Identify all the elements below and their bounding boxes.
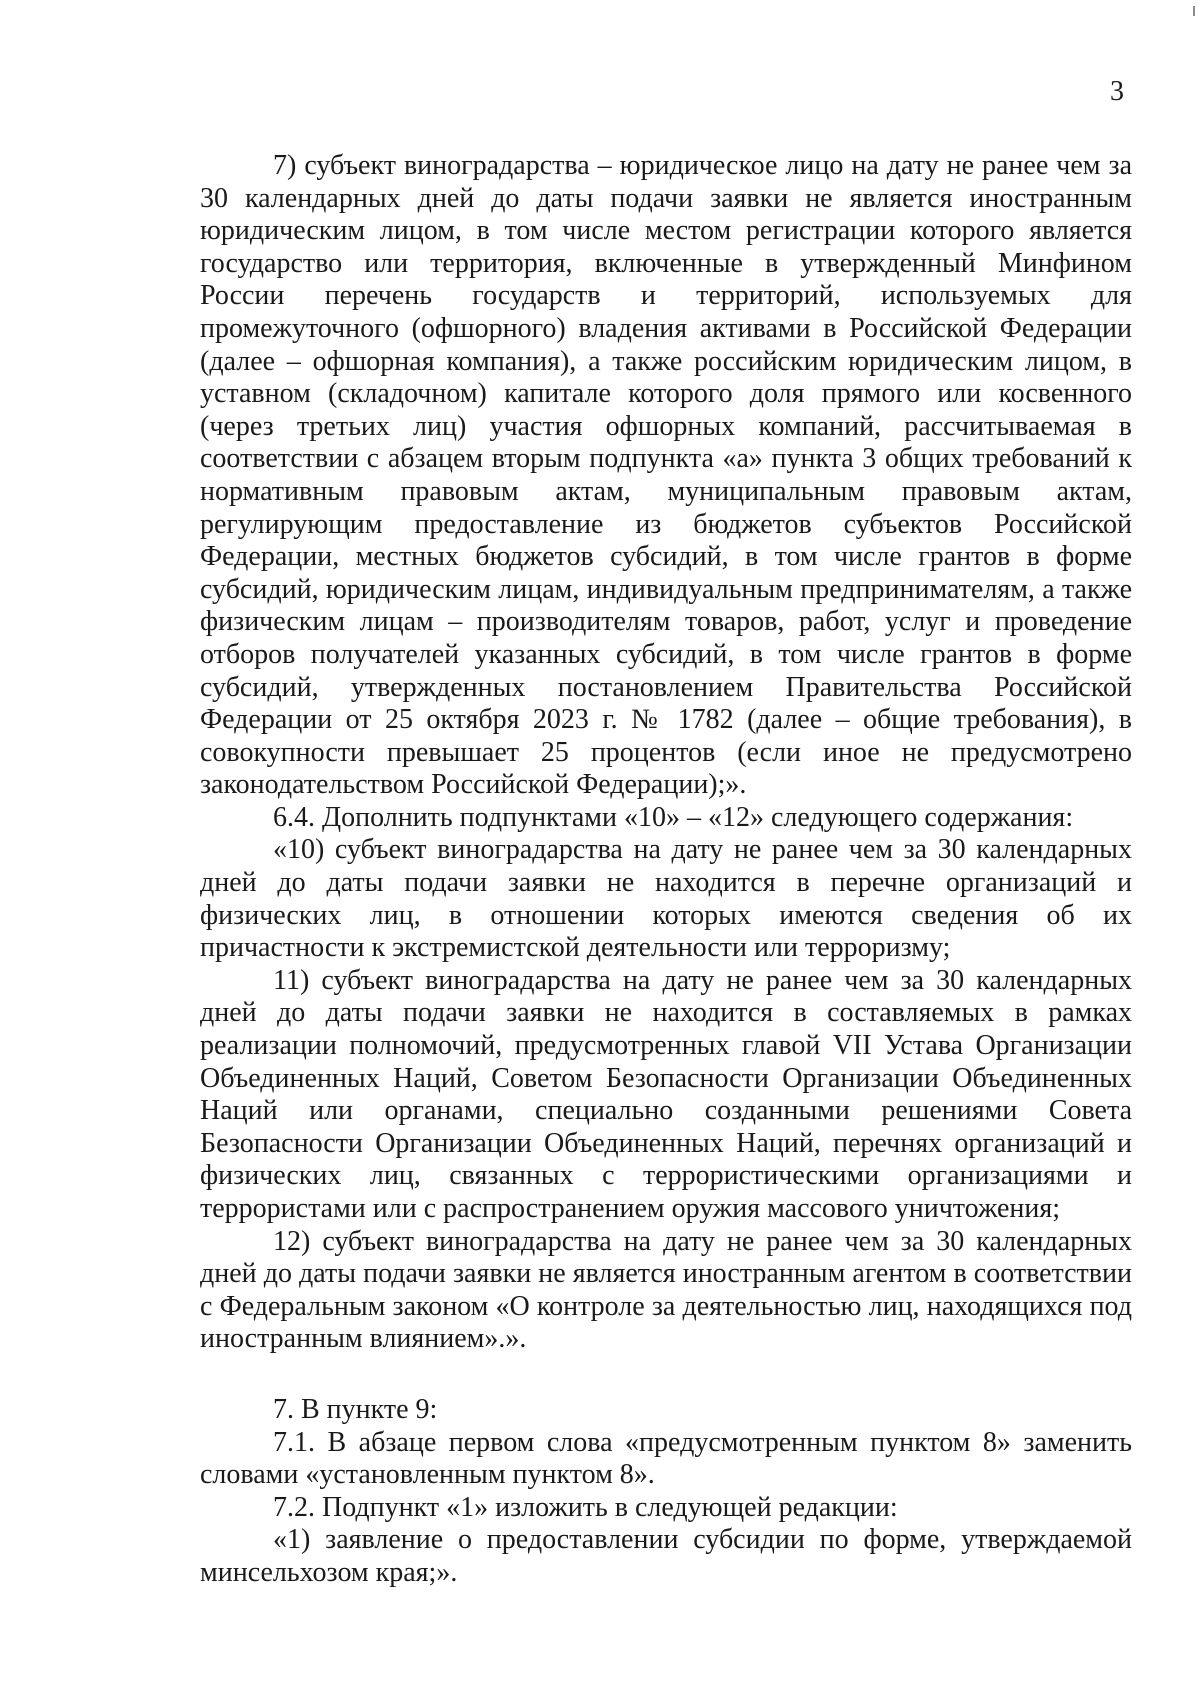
page-number: 3 bbox=[1110, 76, 1124, 107]
scan-artifact bbox=[1193, 6, 1195, 16]
document-body bbox=[200, 150, 1132, 1590]
paragraph-item-10-extremism: «10) субъект виноградарства на дату не ранее чем за 30 календарных дней до даты подачи заявки не находится в перечне организаций и физических лиц, в отношении которых имеются сведения об их причастности к экстремистской деятельности или терроризму; bbox=[200, 834, 1132, 964]
paragraph-gap bbox=[200, 1356, 1132, 1394]
paragraph-7-2: 7.2. Подпункт «1» изложить в следующей редакции: bbox=[273, 1491, 898, 1523]
paragraph-6-4-intro: 6.4. Дополнить подпунктами «10» – «12» следующего содержания: bbox=[273, 801, 1074, 833]
paragraph-item-7-offshore: 7) субъект виноградарства – юридическое лицо на дату не ранее чем за 30 календарных дней до даты подачи заявки не является иностранным юридическим лицом, в том числе местом регистрации которого является государство или территория, включенные в утвержденный Минфином России перечень государств и территорий, используемых для промежуточного (офшорного) владения активами в Российской Федерации (далее – офшорная компания), а также российским юридическим лицом, в уставном (складочном) капитале которого доля прямого или косвенного (через третьих лиц) участия офшорных компаний, рассчитываемая в соответствии с абзацем вторым подпункта «а» пункта 3 общих требований к нормативным правовым актам, муниципальным правовым актам, регулирующим предоставление из бюджетов субъектов Российской Федерации, местных бюджетов субсидий, в том числе грантов в форме субсидий, юридическим лицам, индивидуальным предпринимателям, а также физическим лицам – производителям товаров, работ, услуг и проведение отборов получателей указанных субсидий, в том числе грантов в форме субсидий, утвержденных постановлением Правительства Российской Федерации от 25 октября 2023 г. № 1782 (далее – общие требования), в совокупности превышает 25 процентов (если иное не предусмотрено законодательством Российской Федерации);». bbox=[200, 150, 1132, 801]
paragraph-7-1: 7.1. В абзаце первом слова «предусмотренным пунктом 8» заменить словами «установленным пунктом 8». bbox=[200, 1426, 1132, 1491]
paragraph-7-heading: 7. В пункте 9: bbox=[273, 1393, 438, 1425]
paragraph-item-11-un-lists: 11) субъект виноградарства на дату не ранее чем за 30 календарных дней до даты подачи заявки не находится в составляемых в рамках реализации полномочий, предусмотренных главой VII Устава Организации Объединенных Наций, Советом Безопасности Организации Объединенных Наций или органами, специально созданными решениями Совета Безопасности Организации Объединенных Наций, перечнях организаций и физических лиц, связанных с террористическими организациями и террористами или с распространением оружия массового уничтожения; bbox=[200, 964, 1132, 1224]
paragraph-item-1-application: «1) заявление о предоставлении субсидии по форме, утверждаемой минсельхозом края;». bbox=[200, 1524, 1132, 1588]
paragraph-item-12-foreign-agent: 12) субъект виноградарства на дату не ранее чем за 30 календарных дней до даты подачи заявки не является иностранным агентом в соответствии с Федеральным законом «О контроле за деятельностью лиц, находящихся под иностранным влиянием».». bbox=[200, 1225, 1132, 1355]
